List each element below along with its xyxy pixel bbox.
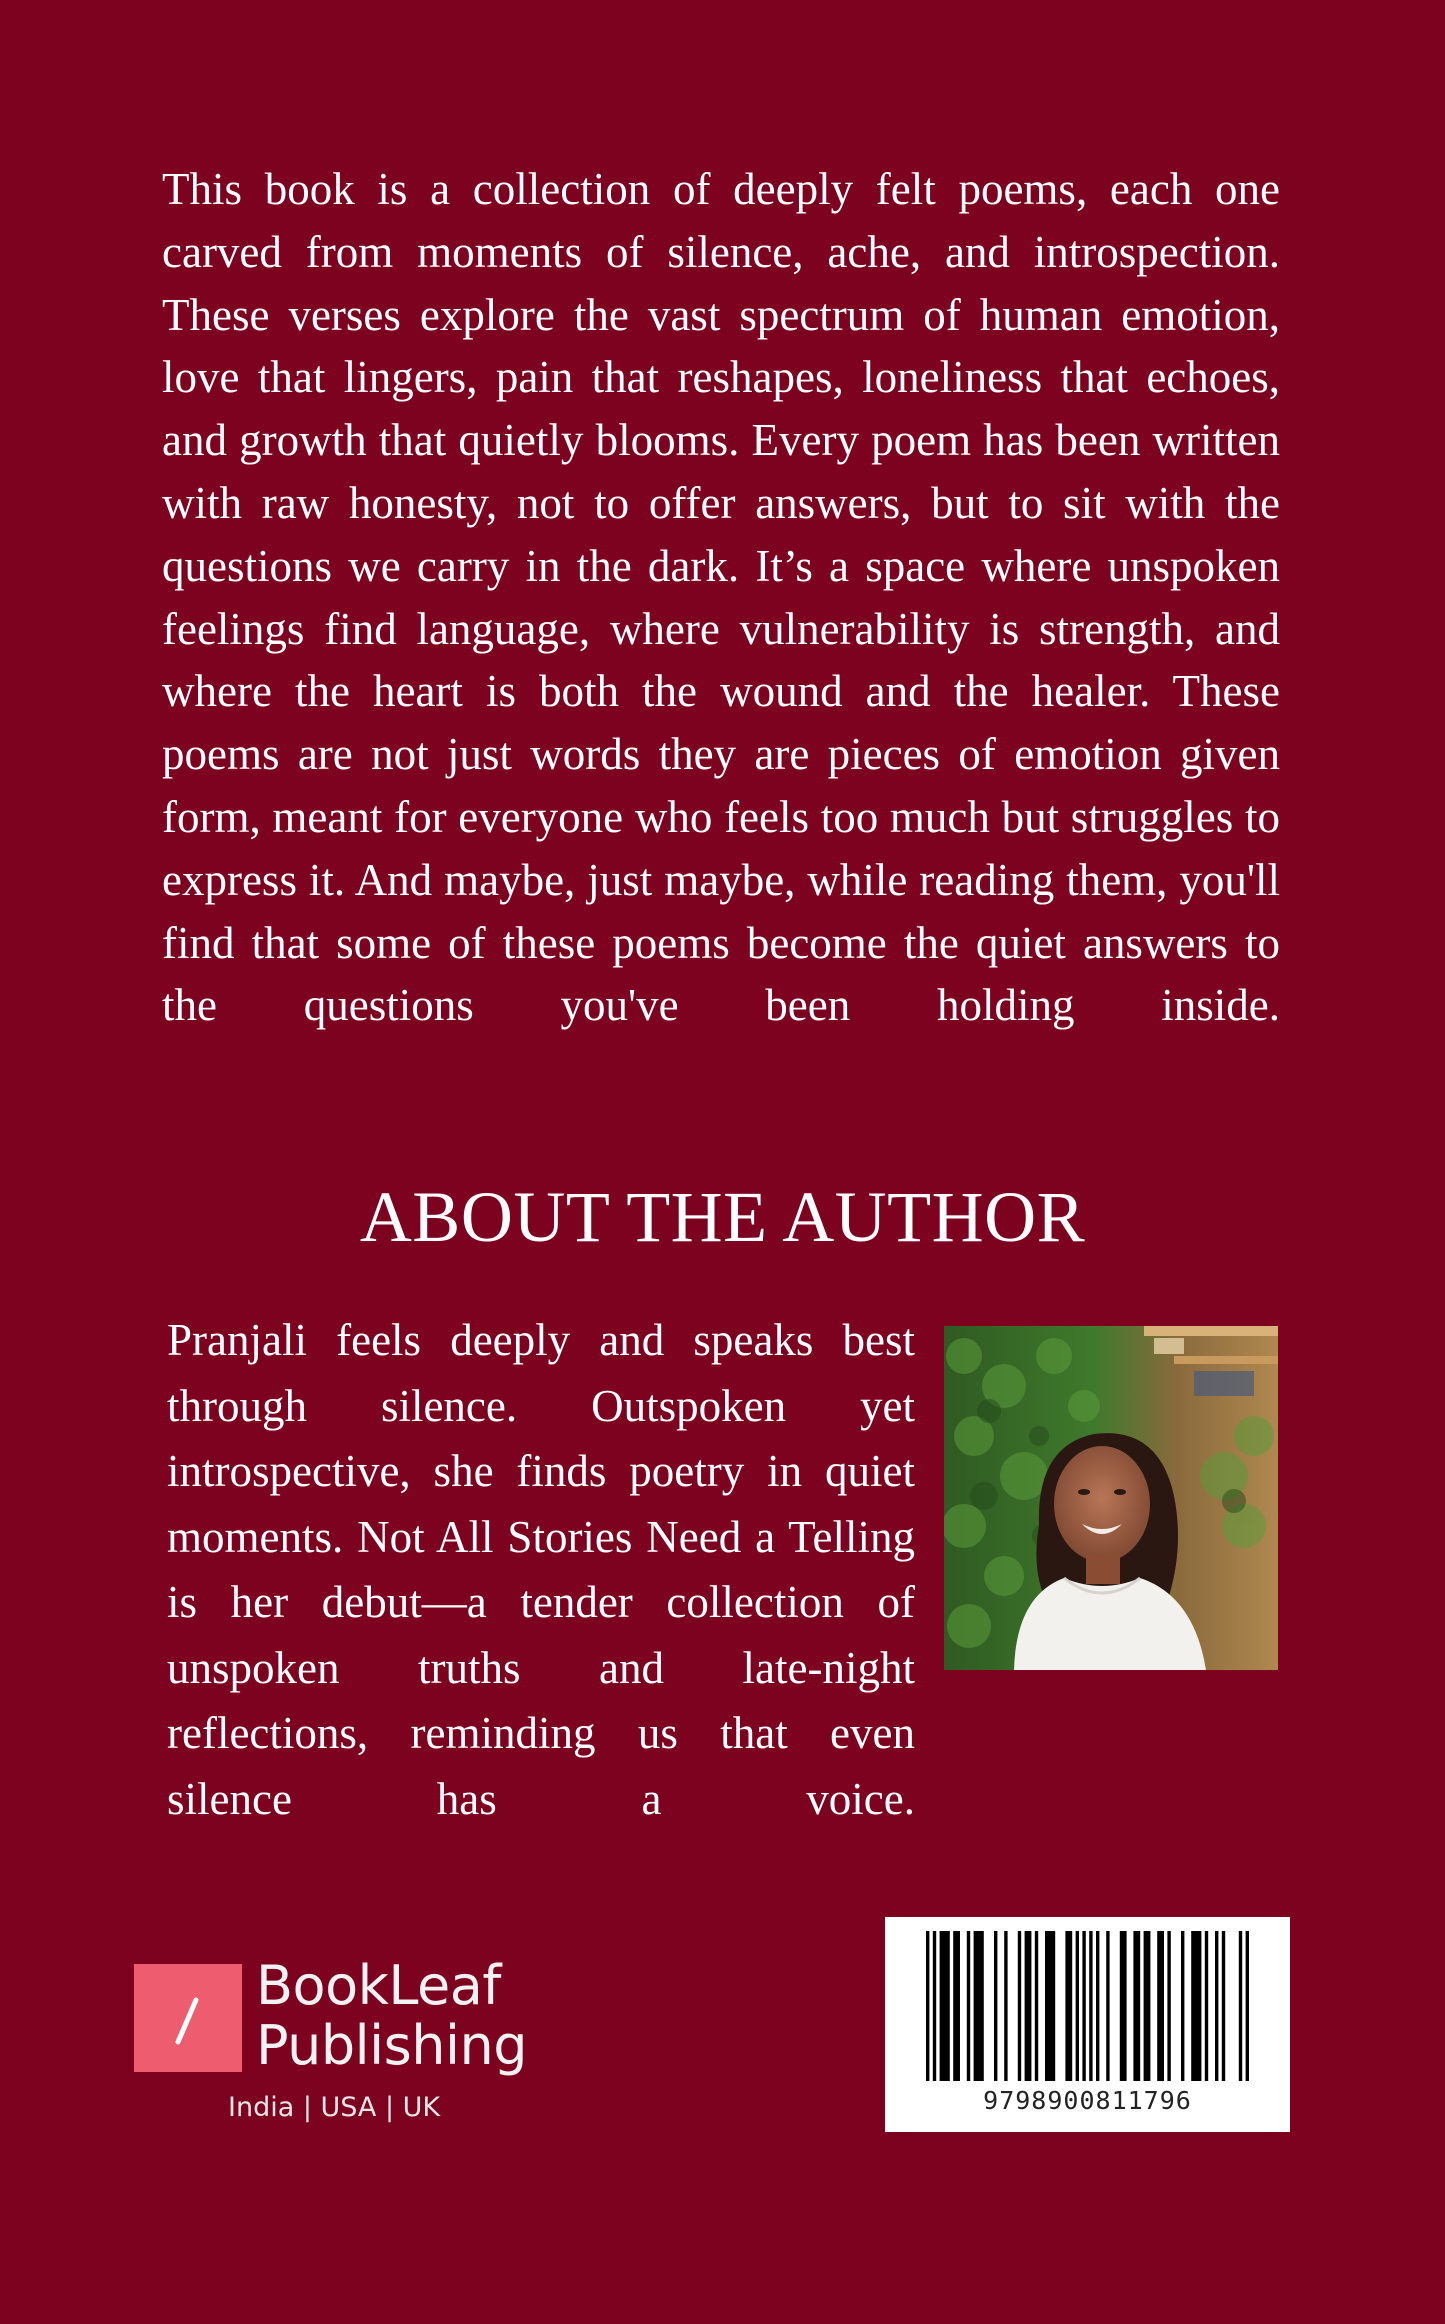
barcode-bar-29 xyxy=(1246,1931,1249,2081)
barcode-bar-19 xyxy=(1133,1931,1140,2081)
barcode-bar-18 xyxy=(1120,1931,1127,2081)
book-blurb: This book is a collection of deeply felt poems, each one carved from moments of silence, ache, and introspection. These verses explore the vast spectrum of human emotion, love that lingers, pain that reshapes, loneliness that echoes, and growth that quietly blooms. Every poem has been written with raw honesty, not to offer answers, but to sit with the questions we carry in the dark. It’s a space where unspoken feelings find language, where vulnerability is strength, and where the heart is both the wound and the healer. These poems are not just words they are pieces of emotion given form, meant for everyone who feels too much but struggles to express it. And maybe, just maybe, while reading them, you'll find that some of these poems become the quiet answers to the questions you've been holding inside. xyxy=(162,164,1280,1031)
barcode-bar-5 xyxy=(974,1931,984,2081)
barcode-bar-1 xyxy=(933,1931,936,2081)
barcode-bar-15 xyxy=(1089,1931,1092,2081)
barcode-bar-12 xyxy=(1065,1931,1072,2081)
author-bio: Pranjali feels deeply and speaks best through silence. Outspoken yet introspective, she finds poetry in quiet moments. Not All Stories Need a Telling is her debut—a tender collection of unspoken truths and late-night reflections, reminding us that even silence has a voice. xyxy=(167,1315,915,1824)
barcode-bar-16 xyxy=(1096,1931,1099,2081)
barcode-bar-7 xyxy=(1004,1931,1007,2081)
barcode-bar-27 xyxy=(1222,1931,1225,2081)
barcode-bar-0 xyxy=(926,1931,929,2081)
publisher-mark xyxy=(134,1964,242,2072)
barcode-bar-6 xyxy=(994,1931,997,2081)
barcode-bar-21 xyxy=(1157,1931,1164,2081)
barcode-bar-24 xyxy=(1191,1931,1201,2081)
barcode-bar-3 xyxy=(953,1931,960,2081)
slash-icon xyxy=(134,1964,242,2072)
barcode-number: 9798900811796 xyxy=(983,2086,1192,2115)
barcode-bar-20 xyxy=(1144,1931,1151,2081)
barcode-bar-25 xyxy=(1205,1931,1208,2081)
barcode-bar-10 xyxy=(1035,1931,1038,2081)
barcode-bar-22 xyxy=(1167,1931,1170,2081)
author-photo xyxy=(944,1326,1278,1670)
barcode-bar-11 xyxy=(1045,1931,1055,2081)
barcode-bar-23 xyxy=(1181,1931,1184,2081)
barcode-bar-13 xyxy=(1076,1931,1079,2081)
barcode-bar-26 xyxy=(1215,1931,1218,2081)
barcode-bar-4 xyxy=(967,1931,970,2081)
isbn-barcode xyxy=(885,1917,1290,2132)
publisher-name xyxy=(256,1956,527,2076)
publisher-name-line2: Publishing xyxy=(256,2014,527,2077)
publisher-logo xyxy=(134,1954,554,2140)
about-author-heading: ABOUT THE AUTHOR xyxy=(359,1177,1086,1257)
barcode-bar-2 xyxy=(940,1931,950,2081)
publisher-regions: India | USA | UK xyxy=(228,2092,441,2123)
publisher-name-line1: BookLeaf xyxy=(256,1954,501,2017)
barcode-bar-9 xyxy=(1025,1931,1032,2081)
barcode-bar-17 xyxy=(1106,1931,1109,2081)
barcode-bar-28 xyxy=(1239,1931,1242,2081)
barcode-bar-8 xyxy=(1018,1931,1021,2081)
barcode-bar-14 xyxy=(1082,1931,1085,2081)
